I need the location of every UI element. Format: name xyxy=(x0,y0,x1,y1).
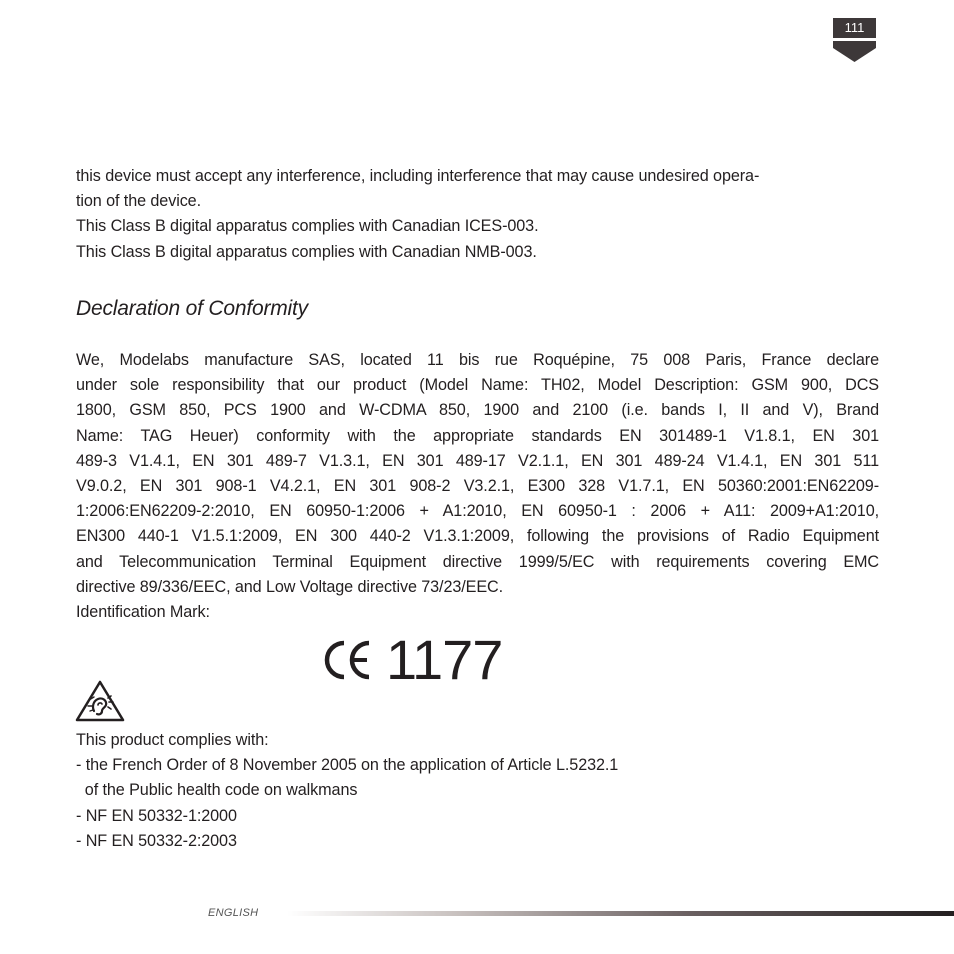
footer-language: ENGLISH xyxy=(208,907,259,919)
declaration-line: 489-3 V1.4.1, EN 301 489-7 V1.3.1, EN 301 489-17 V2.1.1, EN 301 489-24 V1.4.1, EN 301 511 xyxy=(76,451,879,470)
page-number: 111 xyxy=(844,20,865,35)
identification-label: Identification Mark: xyxy=(76,603,210,621)
declaration-line: 1:2006:EN62209-2:2010, EN 60950-1:2006 + A1:2010, EN 60950-1 : 2006 + A11: 2009+A1:2010, xyxy=(76,502,879,521)
notified-body-number: 1177 xyxy=(386,628,503,691)
declaration-line: 1800, GSM 850, PCS 1900 and W-CDMA 850, 1900 and 2100 (i.e. bands I, II and V), Brand xyxy=(76,401,879,420)
declaration-paragraph xyxy=(76,348,879,600)
intro-line: This Class B digital apparatus complies with Canadian NMB-003. xyxy=(76,242,537,261)
section-heading: Declaration of Conformity xyxy=(76,297,308,320)
compliance-line: This product complies with: xyxy=(76,731,269,749)
footer-rule xyxy=(287,911,954,916)
ce-mark-icon xyxy=(323,640,373,680)
declaration-line: V9.0.2, EN 301 908-1 V4.2.1, EN 301 908-2 V3.2.1, E300 328 V1.7.1, EN 50360:2001:EN62209- xyxy=(76,477,879,496)
intro-line: this device must accept any interference, including interference that may cause undesired opera- xyxy=(76,167,760,185)
declaration-line: Name: TAG Heuer) conformity with the appropriate standards EN 301489-1 V1.8.1, EN 301 xyxy=(76,426,879,445)
hearing-warning-icon xyxy=(75,680,125,722)
intro-paragraph xyxy=(76,164,879,265)
declaration-line: We, Modelabs manufacture SAS, located 11 bis rue Roquépine, 75 008 Paris, France declare xyxy=(76,351,879,369)
compliance-line: - NF EN 50332-1:2000 xyxy=(76,806,237,825)
intro-line: This Class B digital apparatus complies with Canadian ICES-003. xyxy=(76,217,539,236)
compliance-line: - the French Order of 8 November 2005 on the application of Article L.5232.1 xyxy=(76,756,619,775)
declaration-line: EN300 440-1 V1.5.1:2009, EN 300 440-2 V1.3.1:2009, following the provisions of Radio Equipment xyxy=(76,527,879,546)
compliance-line: - NF EN 50332-2:2003 xyxy=(76,831,237,850)
declaration-line: under sole responsibility that our product (Model Name: TH02, Model Description: GSM 900, DCS xyxy=(76,376,879,395)
compliance-line: of the Public health code on walkmans xyxy=(76,781,358,800)
compliance-list xyxy=(76,728,879,854)
declaration-line: directive 89/336/EEC, and Low Voltage directive 73/23/EEC. xyxy=(76,577,504,596)
declaration-line: and Telecommunication Terminal Equipment directive 1999/5/EC with requirements covering EMC xyxy=(76,552,879,571)
intro-line: tion of the device. xyxy=(76,192,201,211)
